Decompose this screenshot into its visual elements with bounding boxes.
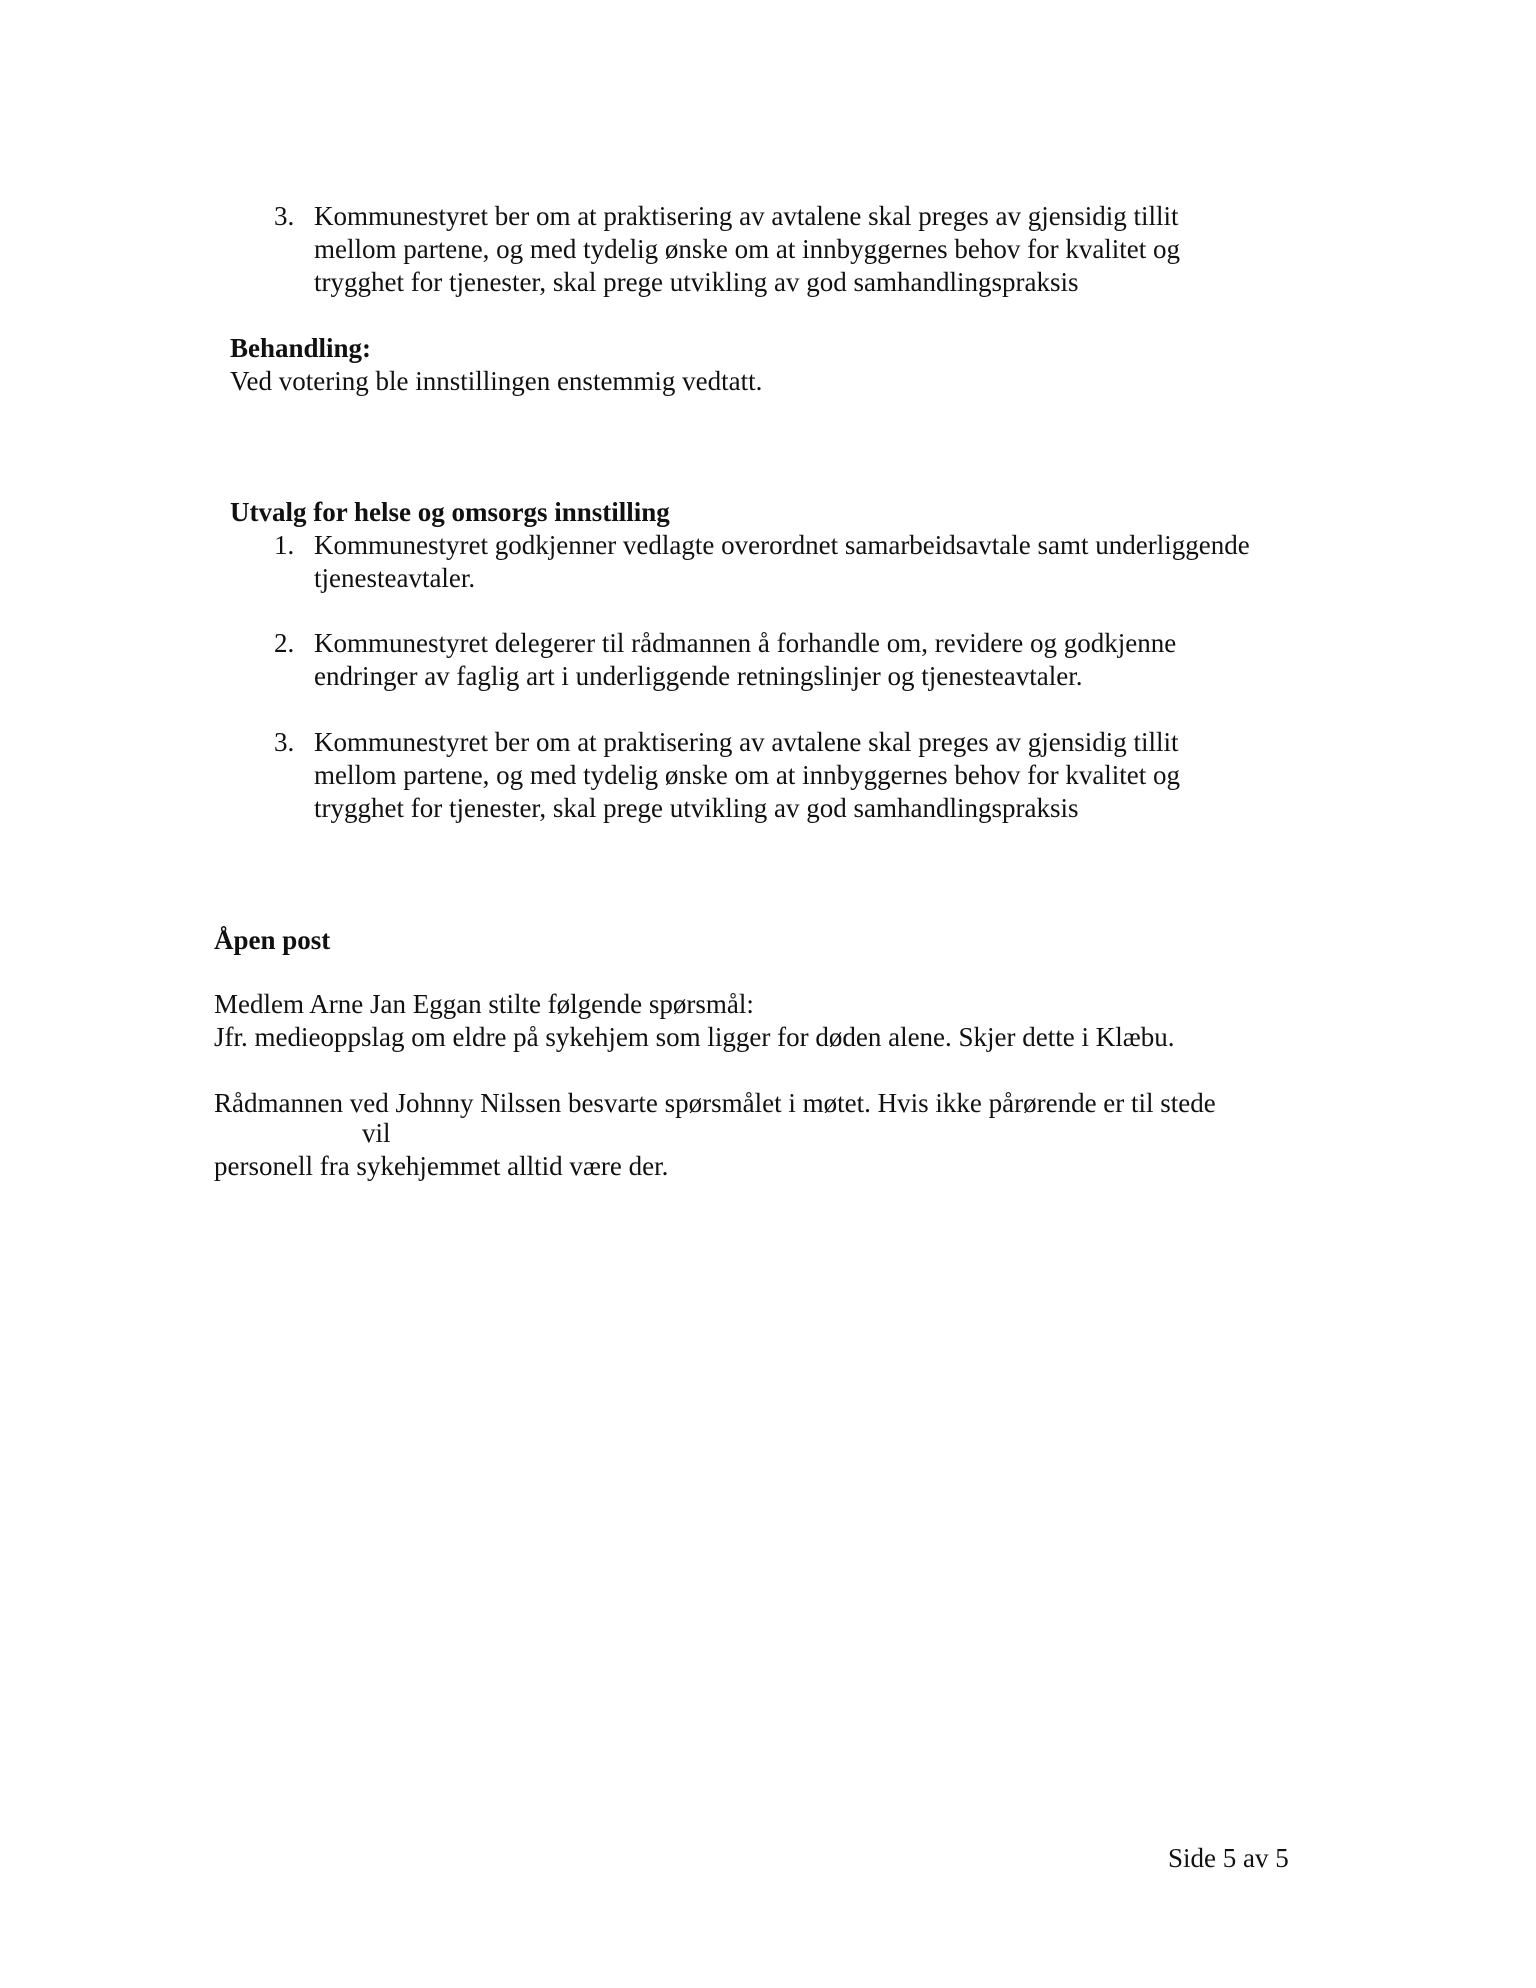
list-item-line: trygghet for tjenester, skal prege utvikling av god samhandlingspraksis bbox=[314, 793, 1079, 823]
list-item-line: Kommunestyret ber om at praktisering av avtalene skal preges av gjensidig tillit bbox=[314, 727, 1179, 757]
list-number: 3. bbox=[274, 201, 295, 231]
list-item-line: Kommunestyret ber om at praktisering av avtalene skal preges av gjensidig tillit bbox=[314, 201, 1179, 231]
list-item-line: trygghet for tjenester, skal prege utvikling av god samhandlingspraksis bbox=[314, 267, 1079, 297]
behandling-text: Ved votering ble innstillingen enstemmig vedtatt. bbox=[230, 366, 763, 396]
apen-post-heading: Åpen post bbox=[214, 925, 331, 955]
answer-line: vil bbox=[362, 1118, 391, 1148]
list-number: 1. bbox=[274, 530, 295, 560]
behandling-heading: Behandling: bbox=[230, 333, 372, 363]
list-number: 3. bbox=[274, 727, 295, 757]
question-intro: Medlem Arne Jan Eggan stilte følgende spørsmål: bbox=[214, 989, 754, 1019]
innstilling-heading: Utvalg for helse og omsorgs innstilling bbox=[230, 497, 670, 527]
list-item-line: mellom partene, og med tydelig ønske om at innbyggernes behov for kvalitet og bbox=[314, 760, 1181, 790]
answer-line: personell fra sykehjemmet alltid være der. bbox=[214, 1151, 669, 1181]
page-number: Side 5 av 5 bbox=[1168, 1843, 1289, 1873]
question-text: Jfr. medieoppslag om eldre på sykehjem som ligger for døden alene. Skjer dette i Klæbu. bbox=[214, 1022, 1175, 1052]
list-item-line: Kommunestyret delegerer til rådmannen å forhandle om, revidere og godkjenne bbox=[314, 628, 1177, 658]
list-item-line: Kommunestyret godkjenner vedlagte overordnet samarbeidsavtale samt underliggende bbox=[314, 530, 1250, 560]
list-number: 2. bbox=[274, 628, 295, 658]
list-item-line: tjenesteavtaler. bbox=[314, 563, 476, 593]
list-item-line: endringer av faglig art i underliggende retningslinjer og tjenesteavtaler. bbox=[314, 661, 1083, 691]
list-item-line: mellom partene, og med tydelig ønske om at innbyggernes behov for kvalitet og bbox=[314, 234, 1181, 264]
answer-line: Rådmannen ved Johnny Nilssen besvarte spørsmålet i møtet. Hvis ikke pårørende er til stede bbox=[214, 1088, 1216, 1118]
